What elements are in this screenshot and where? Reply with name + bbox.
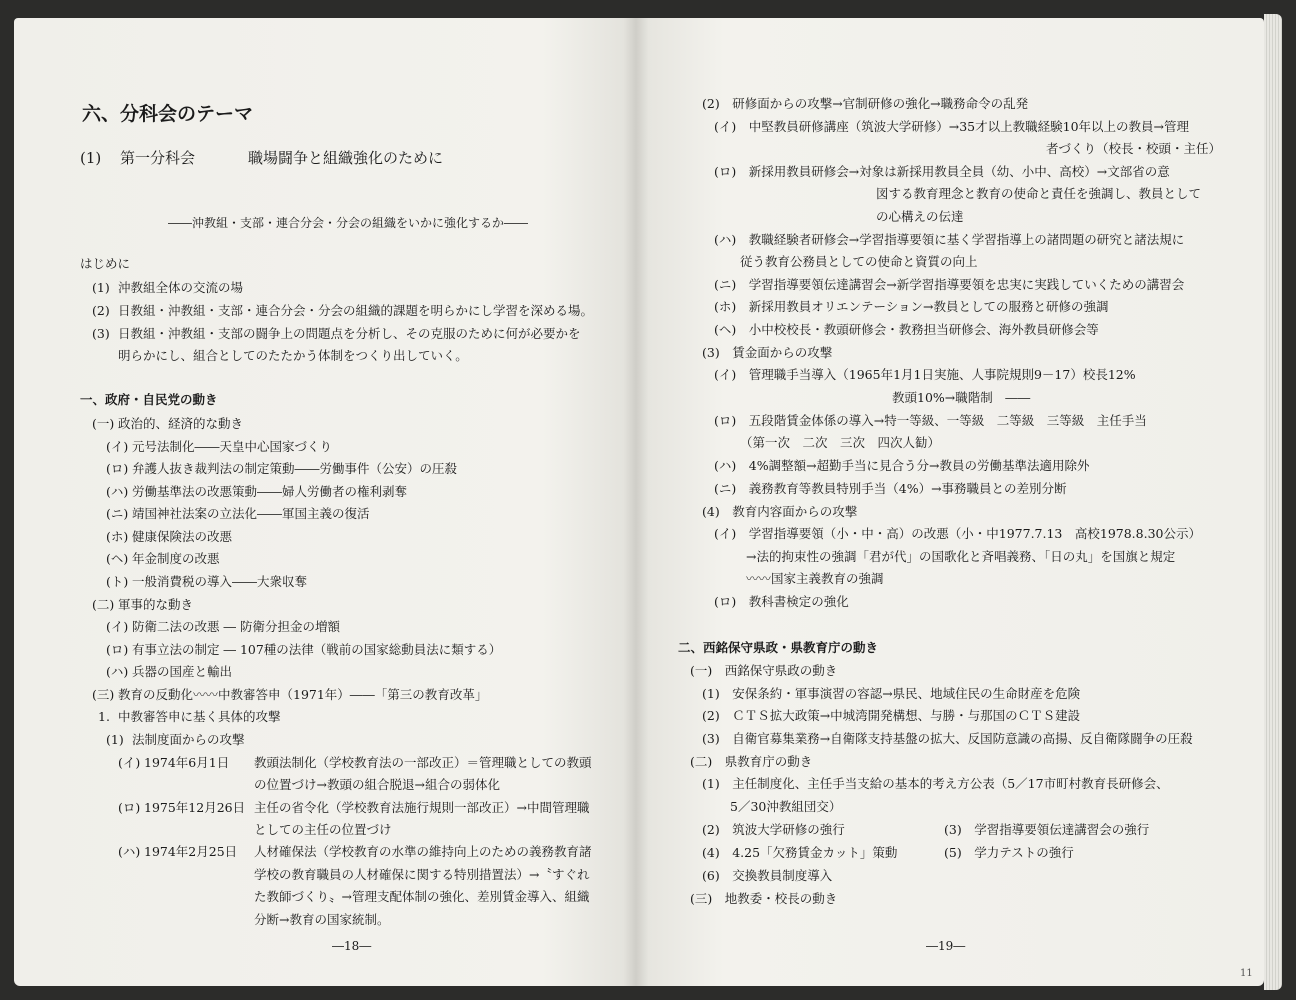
list-text: 法制度面からの攻撃 — [132, 732, 245, 747]
list-num: 1. — [98, 709, 110, 724]
text-line: (ヘ) 小中校校長・教頭研修会・教務担当研修会、海外教員研修会等 — [714, 322, 1099, 337]
right-page — [636, 18, 1264, 986]
section-heading: 二、西銘保守県政・県教育庁の動き — [678, 640, 879, 655]
list-text: 中教審答申に基く具体的攻撃 — [118, 709, 281, 724]
dated-line: 主任の省令化（学校教育法施行規則一部改正）→中間管理職 — [254, 800, 590, 815]
page-number: ―19― — [926, 939, 966, 953]
text-line: (3) 学習指導要領伝達講習会の強行 — [944, 822, 1150, 837]
list-num: (一) — [92, 416, 115, 431]
dated-date: 1975年12月26日 — [144, 800, 246, 815]
text-line: (1) 主任制度化、主任手当支給の基本的考え方公表（5／17市町村教育長研修会、 — [702, 776, 1169, 791]
list-num: (二) — [92, 597, 115, 612]
list-num: (ホ) — [106, 529, 129, 544]
list-num: (イ) — [106, 619, 129, 634]
text-line: (ハ) 教職経験者研修会→学習指導要領に基く学習指導上の諸問題の研究と諸法規に — [714, 232, 1185, 247]
list-text: 元号法制化――天皇中心国家づくり — [132, 439, 333, 454]
dated-num: (イ) — [118, 755, 141, 770]
intro-num: (3) — [92, 326, 110, 341]
text-line: (4) 4.25「欠務賃金カット」策動 — [702, 845, 898, 860]
corner-mark: 11 — [1240, 968, 1253, 979]
page-edges — [1264, 14, 1282, 990]
text-line: 教頭10%→職階制 ―― — [892, 390, 1031, 405]
list-num: (ハ) — [106, 484, 129, 499]
list-text: 政治的、経済的な動き — [118, 416, 244, 431]
list-num: (ニ) — [106, 506, 129, 521]
list-text: 防衛二法の改悪 ― 防衛分担金の増額 — [132, 619, 340, 634]
dated-line: 人材確保法（学校教育の水準の維持向上のための義務教育諸 — [254, 844, 592, 859]
text-line: 者づくり（校長・校頭・主任） — [1046, 141, 1222, 156]
list-text: 健康保険法の改悪 — [132, 529, 233, 544]
text-line: (ロ) 教科書検定の強化 — [714, 594, 849, 609]
list-num: (ヘ) — [106, 551, 129, 566]
list-num: (三) — [92, 687, 115, 702]
text-line: (イ) 管理職手当導入（1965年1月1日実施、人事院規則9－17）校長12% — [714, 367, 1136, 382]
list-text: 教育の反動化〰〰中教審答申（1971年）――「第三の教育改革」 — [118, 687, 488, 702]
intro-text: 日教組・沖教組・支部の闘争上の問題点を分析し、その克服のために何が必要かを — [118, 326, 581, 341]
text-line: (ロ) 五段階賃金体係の導入→特一等級、一等級 二等級 三等級 主任手当 — [714, 413, 1147, 428]
dated-line: 学校の教育職員の人材確保に関する特別措置法）→〝すぐれ — [254, 867, 590, 882]
text-line: (2) ＣＴＳ拡大政策→中城湾開発構想、与勝・与那国のＣＴＳ建設 — [702, 708, 1081, 723]
text-line: (6) 交換教員制度導入 — [702, 868, 833, 883]
section1-number: (1) — [80, 149, 102, 167]
intro-text: 沖教組全体の交流の場 — [118, 280, 244, 295]
list-text: 年金制度の改悪 — [132, 551, 220, 566]
list-num: (ロ) — [106, 461, 129, 476]
intro-text: 明らかにし、組合としてのたたかう体制をつくり出していく。 — [118, 348, 468, 363]
dated-line: としての主任の位置づけ — [254, 822, 392, 837]
section1-theme: 職場闘争と組織強化のために — [248, 149, 444, 167]
text-line: の心構えの伝達 — [876, 209, 964, 224]
text-line: 〰〰国家主義教育の強調 — [746, 571, 884, 586]
text-line: (ホ) 新採用教員オリエンテーション→教員としての服務と研修の強調 — [714, 299, 1109, 314]
page-number: ―18― — [332, 939, 372, 953]
list-num: (ハ) — [106, 664, 129, 679]
text-line: (3) 自衛官募集業務→自衛隊支持基盤の拡大、反国防意識の高揚、反自衛隊闘争の圧殺 — [702, 731, 1193, 746]
page-title: 六、分科会のテーマ — [82, 103, 254, 125]
text-line: (一) 西銘保守県政の動き — [690, 663, 838, 678]
text-line: (二) 県教育庁の動き — [690, 754, 813, 769]
dated-line: の位置づけ→教頭の組合脱退→組合の弱体化 — [254, 777, 500, 792]
left-page — [14, 18, 636, 986]
text-line: (イ) 中堅教員研修講座（筑波大学研修）→35才以上教職経験10年以上の教員→管理 — [714, 119, 1190, 134]
text-line: (2) 研修面からの攻撃→官制研修の強化→職務命令の乱発 — [702, 96, 1029, 111]
list-num: (ト) — [106, 574, 129, 589]
text-line: (1) 安保条約・軍事演習の容認→県民、地域住民の生命財産を危険 — [702, 686, 1081, 701]
list-num: (ロ) — [106, 642, 129, 657]
list-num: (1) — [106, 732, 124, 747]
list-text: 兵器の国産と輸出 — [132, 664, 233, 679]
dated-date: 1974年6月1日 — [144, 755, 230, 770]
dated-line: 教頭法制化（学校教育法の一部改正）＝管理職としての教頭 — [254, 755, 592, 770]
text-line: 従う教育公務員としての使命と資質の向上 — [740, 254, 978, 269]
list-text: 有事立法の制定 ― 107種の法律（戦前の国家総動員法に類する） — [132, 642, 502, 657]
text-line: (2) 筑波大学研修の強行 — [702, 822, 845, 837]
dated-line: 分断→教育の国家統制。 — [254, 912, 390, 927]
dated-num: (ロ) — [118, 800, 141, 815]
dated-line: た教師づくり〟→管理支配体制の強化、差別賃金導入、組織 — [254, 889, 590, 904]
text-line: (3) 賃金面からの攻撃 — [702, 345, 833, 360]
list-text: 一般消費税の導入――大衆収奪 — [132, 574, 308, 589]
list-num: (イ) — [106, 439, 129, 454]
section-heading: 一、政府・自民党の動き — [80, 392, 218, 407]
dated-num: (ハ) — [118, 844, 141, 859]
section1-label: 第一分科会 — [120, 149, 196, 167]
intro-heading: はじめに — [80, 256, 131, 271]
intro-text: 日教組・沖教組・支部・連合分会・分会の組織的課題を明らかにし学習を深める場。 — [118, 303, 594, 318]
text-line: 図する教育理念と教育の使命と責任を強調し、教員として — [876, 186, 1202, 201]
intro-num: (1) — [92, 280, 110, 295]
list-text: 労働基準法の改悪策動――婦人労働者の権利剥奪 — [132, 484, 408, 499]
subtitle: ――沖教組・支部・連合分会・分会の組織をいかに強化するか―― — [168, 216, 529, 230]
text-line: (ハ) 4%調整額→超勤手当に見合う分→教員の労働基準法適用除外 — [714, 458, 1090, 473]
text-line: (ニ) 義務教育等教員特別手当（4%）→事務職員との差別分断 — [714, 481, 1067, 496]
text-line: →法的拘束性の強調「君が代」の国歌化と斉唱義務、「日の丸」を国旗と規定 — [746, 549, 1176, 564]
text-line: 5／30沖教組団交） — [730, 799, 842, 814]
list-text: 弁護人抜き裁判法の制定策動――労働事件（公安）の圧殺 — [132, 461, 458, 476]
list-text: 軍事的な動き — [118, 597, 194, 612]
text-line: （第一次 二次 三次 四次人勧） — [740, 435, 941, 450]
intro-num: (2) — [92, 303, 110, 318]
text-line: (三) 地教委・校長の動き — [690, 891, 838, 906]
text-line: (ロ) 新採用教員研修会→対象は新採用教員全員（幼、小中、高校）→文部省の意 — [714, 164, 1170, 179]
text-line: (5) 学力テストの強行 — [944, 845, 1074, 860]
text-line: (イ) 学習指導要領（小・中・高）の改悪（小・中1977.7.13 高校1978.8.30公示） — [714, 526, 1201, 541]
list-text: 靖国神社法案の立法化――軍国主義の復活 — [132, 506, 370, 521]
text-line: (ニ) 学習指導要領伝達講習会→新学習指導要領を忠実に実践していくための講習会 — [714, 277, 1185, 292]
dated-date: 1974年2月25日 — [144, 844, 238, 859]
text-line: (4) 教育内容面からの攻撃 — [702, 504, 858, 519]
